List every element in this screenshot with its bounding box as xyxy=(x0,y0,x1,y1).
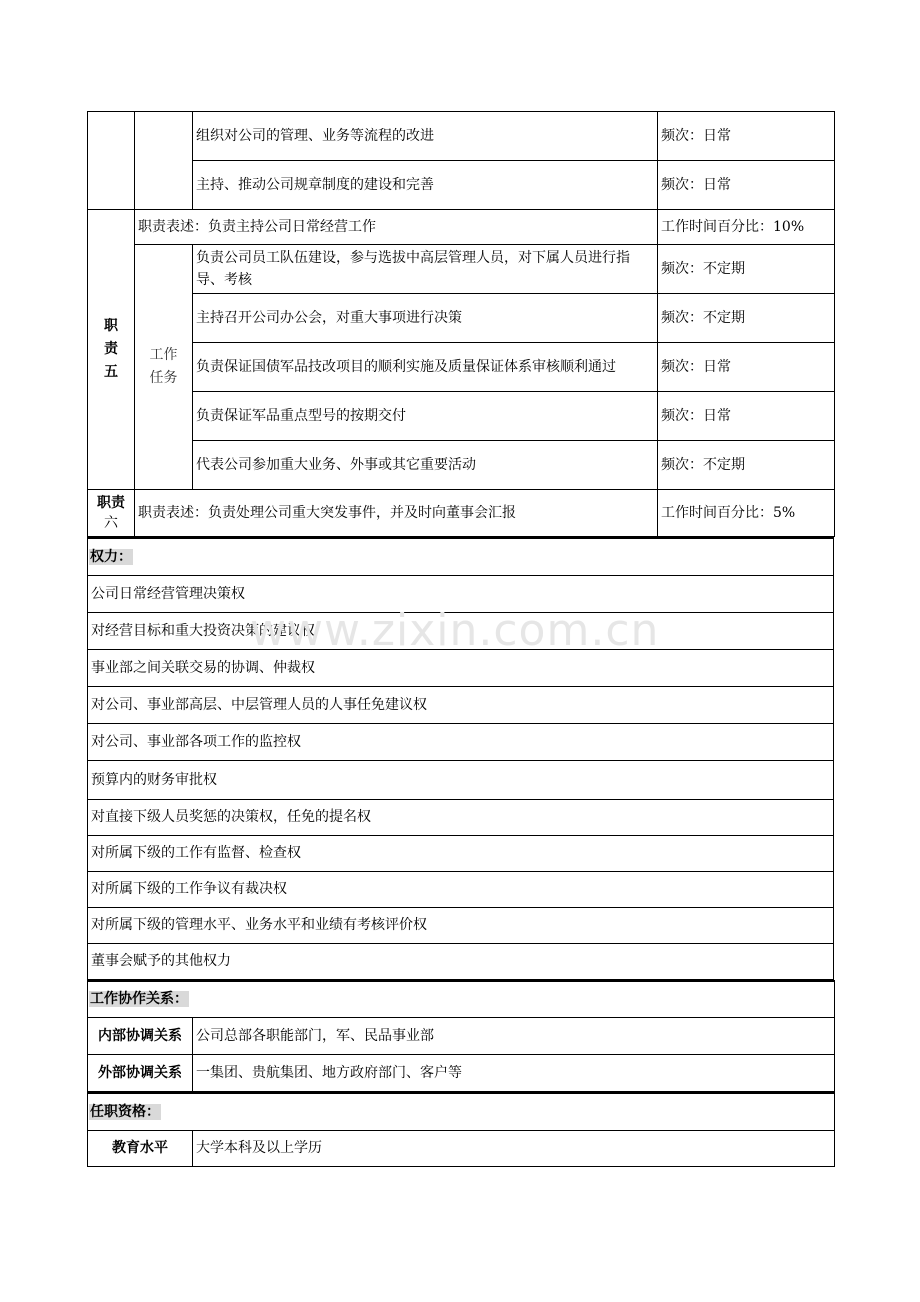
internal-relations-label: 内部协调关系 xyxy=(88,1018,193,1055)
power-item: 对经营目标和重大投资决策的建议权 xyxy=(88,612,834,649)
task-frequency: 频次：不定期 xyxy=(658,245,835,294)
task-frequency: 频次：日常 xyxy=(658,343,835,392)
duties-table xyxy=(87,111,835,537)
task-text: 代表公司参加重大业务、外事或其它重要活动 xyxy=(193,441,658,490)
education-value: 大学本科及以上学历 xyxy=(193,1130,835,1166)
powers-table xyxy=(87,537,834,980)
relations-table xyxy=(87,980,835,1093)
duty-five-description: 职责表述：负责主持公司日常经营工作 xyxy=(135,210,658,245)
duty-title-cell xyxy=(88,112,135,210)
power-item: 对所属下级的管理水平、业务水平和业绩有考核评价权 xyxy=(88,907,834,943)
task-text: 负责保证军品重点型号的按期交付 xyxy=(193,392,658,441)
relations-header: 工作协作关系： xyxy=(88,981,835,1018)
power-item: 对公司、事业部高层、中层管理人员的人事任免建议权 xyxy=(88,686,834,723)
task-text: 主持、推动公司规章制度的建设和完善 xyxy=(193,161,658,210)
education-label: 教育水平 xyxy=(88,1130,193,1166)
power-item: 公司日常经营管理决策权 xyxy=(88,575,834,612)
internal-relations-value: 公司总部各职能部门，军、民品事业部 xyxy=(193,1018,835,1055)
power-item: 对所属下级的工作争议有裁决权 xyxy=(88,871,834,907)
task-frequency: 频次：日常 xyxy=(658,161,835,210)
duty-six-description: 职责表述：负责处理公司重大突发事件，并及时向董事会汇报 xyxy=(135,490,658,537)
power-item: 对直接下级人员奖惩的决策权，任免的提名权 xyxy=(88,799,834,835)
power-item: 对所属下级的工作有监督、检查权 xyxy=(88,835,834,871)
power-item: 董事会赋予的其他权力 xyxy=(88,943,834,979)
task-text: 主持召开公司办公会，对重大事项进行决策 xyxy=(193,294,658,343)
duty-five-task-label: 工作 任务 xyxy=(135,245,193,490)
task-text: 负责公司员工队伍建设，参与选拔中高层管理人员，对下属人员进行指导、考核 xyxy=(193,245,658,294)
task-text: 组织对公司的管理、业务等流程的改进 xyxy=(193,112,658,161)
qualifications-header: 任职资格： xyxy=(88,1093,835,1130)
task-text: 负责保证国债军品技改项目的顺利实施及质量保证体系审核顺利通过 xyxy=(193,343,658,392)
external-relations-label: 外部协调关系 xyxy=(88,1055,193,1092)
task-frequency: 频次：日常 xyxy=(658,112,835,161)
task-frequency: 频次：不定期 xyxy=(658,441,835,490)
task-frequency: 频次：不定期 xyxy=(658,294,835,343)
power-item: 预算内的财务审批权 xyxy=(88,760,834,799)
duty-six-percentage: 工作时间百分比：5% xyxy=(658,490,835,537)
duty-six-title: 职责 六 xyxy=(88,490,135,537)
duty-five-title: 职 责 五 xyxy=(88,210,135,490)
task-label-cell xyxy=(135,112,193,210)
job-description-document xyxy=(87,111,834,1167)
task-frequency: 频次：日常 xyxy=(658,392,835,441)
duty-five-percentage: 工作时间百分比：10% xyxy=(658,210,835,245)
watermark: www.zixin.com.cn xyxy=(250,605,660,656)
external-relations-value: 一集团、贵航集团、地方政府部门、客户等 xyxy=(193,1055,835,1092)
power-item: 对公司、事业部各项工作的监控权 xyxy=(88,723,834,760)
powers-header: 权力： xyxy=(88,538,834,575)
power-item: 事业部之间关联交易的协调、仲裁权 xyxy=(88,649,834,686)
qualifications-table xyxy=(87,1092,835,1167)
